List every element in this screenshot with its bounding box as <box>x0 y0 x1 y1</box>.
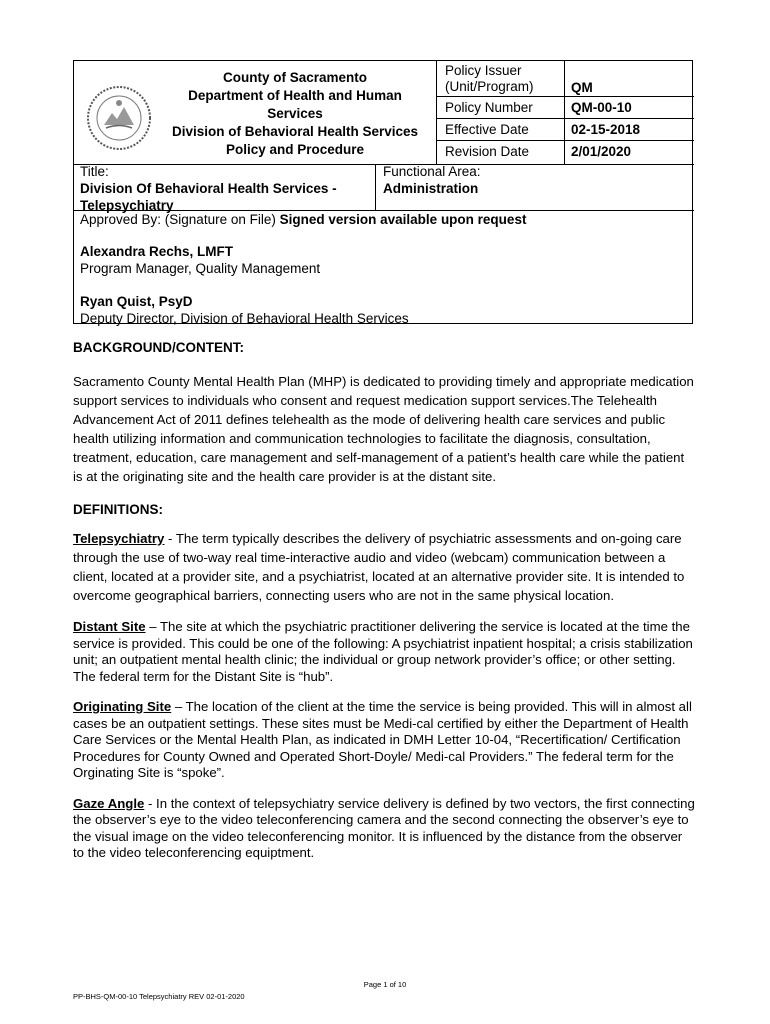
org-line: County of Sacramento <box>222 70 368 85</box>
approved-by-label: Approved By: (Signature on File) <box>80 212 276 227</box>
definition-term: Distant Site <box>73 619 146 634</box>
definition-text: - The term typically describes the delivery of psychiatric assessments and on-going care through the use of two-way real time-interactive audio and video (webcam) communication between a client, located at a provider site, and a psychiatrist, located at an alternative provider site. It is intended to overcome geographical barriers, connecting users who are not in the same physical location. <box>73 531 685 603</box>
page-number: Page 1 of 10 <box>363 980 407 989</box>
title-cell <box>80 163 372 214</box>
background-paragraph: Sacramento County Mental Health Plan (MHP) is dedicated to providing timely and appropriate medication support services to individuals who consent and request medication support services.The Telehealth Advancement Act of 2011 defines telehealth as the mode of delivering health care services and public health utilizing information and communication technologies to facilitate the diagnosis, consultation, treatment, education, care management and self-management of a patient’s health care while the patient is at the originating site and the health care provider is at the distant site. <box>73 374 694 484</box>
title-value-cont: Telepsychiatry <box>80 198 174 213</box>
approval-cell <box>80 211 688 327</box>
definition-text: – The site at which the psychiatric practitioner delivering the service is located at the time the service is provided. This could be one of the following: A psychiatrist inpatient hospital; a crisis stabilization unit; an outpatient mental health clinic; the individual or group network provider’s office; or other setting. The federal term for the Distant Site is “hub”. <box>73 619 693 684</box>
functional-area-cell <box>383 163 683 197</box>
policy-header-table <box>73 60 693 324</box>
org-line: Department of Health and Human <box>188 88 402 103</box>
approver-title: Deputy Director, Division of Behavioral Health Services <box>80 311 409 326</box>
policy-issuer-label-line2: (Unit/Program) <box>445 79 534 94</box>
policy-issuer-label <box>445 63 534 95</box>
org-line: Services <box>267 106 323 121</box>
document-body <box>73 338 695 862</box>
effective-date-label: Effective Date <box>445 122 529 137</box>
org-line: Policy and Procedure <box>225 142 365 157</box>
policy-number-value: QM-00-10 <box>571 100 632 115</box>
policy-number-label: Policy Number <box>445 100 533 115</box>
definition-term: Telepsychiatry <box>73 531 165 546</box>
definition-text: - In the context of telepsychiatry service delivery is defined by two vectors, the first connecting the observer’s eye to the video teleconferencing camera and the second connecting the observer’s eye to the visual image on the video teleconferencing monitor. It is influenced by the distance from the observer to the video teleconferencing equiptment. <box>73 795 695 860</box>
definition-distant-site <box>73 619 695 685</box>
definition-term: Originating Site <box>73 699 172 714</box>
policy-issuer-label-line1: Policy Issuer <box>445 63 522 78</box>
functional-area-value: Administration <box>383 181 479 196</box>
definition-text: – The location of the client at the time the service is being provided. This will in almost all cases be an outpatient settings. These sites must be Medi-cal certified by either the Department of Health Care Services or the Mental Health Plan, as indicated in DMH Letter 10-04, “Recertification/ Certification Procedures for County Owned and Operated Short-Doyle/ Medi-cal Providers.” The federal term for the Orginating Site is “spoke”. <box>73 699 692 780</box>
functional-area-label: Functional Area: <box>383 164 481 179</box>
definitions-heading: DEFINITIONS: <box>73 502 163 517</box>
effective-date-value: 02-15-2018 <box>571 122 641 137</box>
policy-issuer-value: QM <box>571 80 593 95</box>
organization-block <box>154 69 436 159</box>
approver-title: Program Manager, Quality Management <box>80 261 321 276</box>
title-label: Title: <box>80 164 109 179</box>
org-line: Division of Behavioral Health Services <box>171 124 419 139</box>
approved-by-line <box>80 211 688 228</box>
approver-name: Alexandra Rechs, LMFT <box>80 244 234 259</box>
definition-term: Gaze Angle <box>73 795 145 811</box>
county-seal-icon <box>84 83 154 153</box>
approver-name: Ryan Quist, PsyD <box>80 294 193 309</box>
definition-originating-site <box>73 699 695 782</box>
approved-by-note: Signed version available upon request <box>279 212 527 227</box>
definition-gaze-angle <box>73 796 695 862</box>
background-heading: BACKGROUND/CONTENT: <box>73 340 244 355</box>
definition-telepsychiatry <box>73 529 695 605</box>
document-id: PP-BHS-QM-00-10 Telepsychiatry REV 02-01-2020 <box>73 992 245 1001</box>
revision-date-value: 2/01/2020 <box>571 144 632 159</box>
revision-date-label: Revision Date <box>445 144 530 159</box>
title-value: Division Of Behavioral Health Services - <box>80 181 337 196</box>
